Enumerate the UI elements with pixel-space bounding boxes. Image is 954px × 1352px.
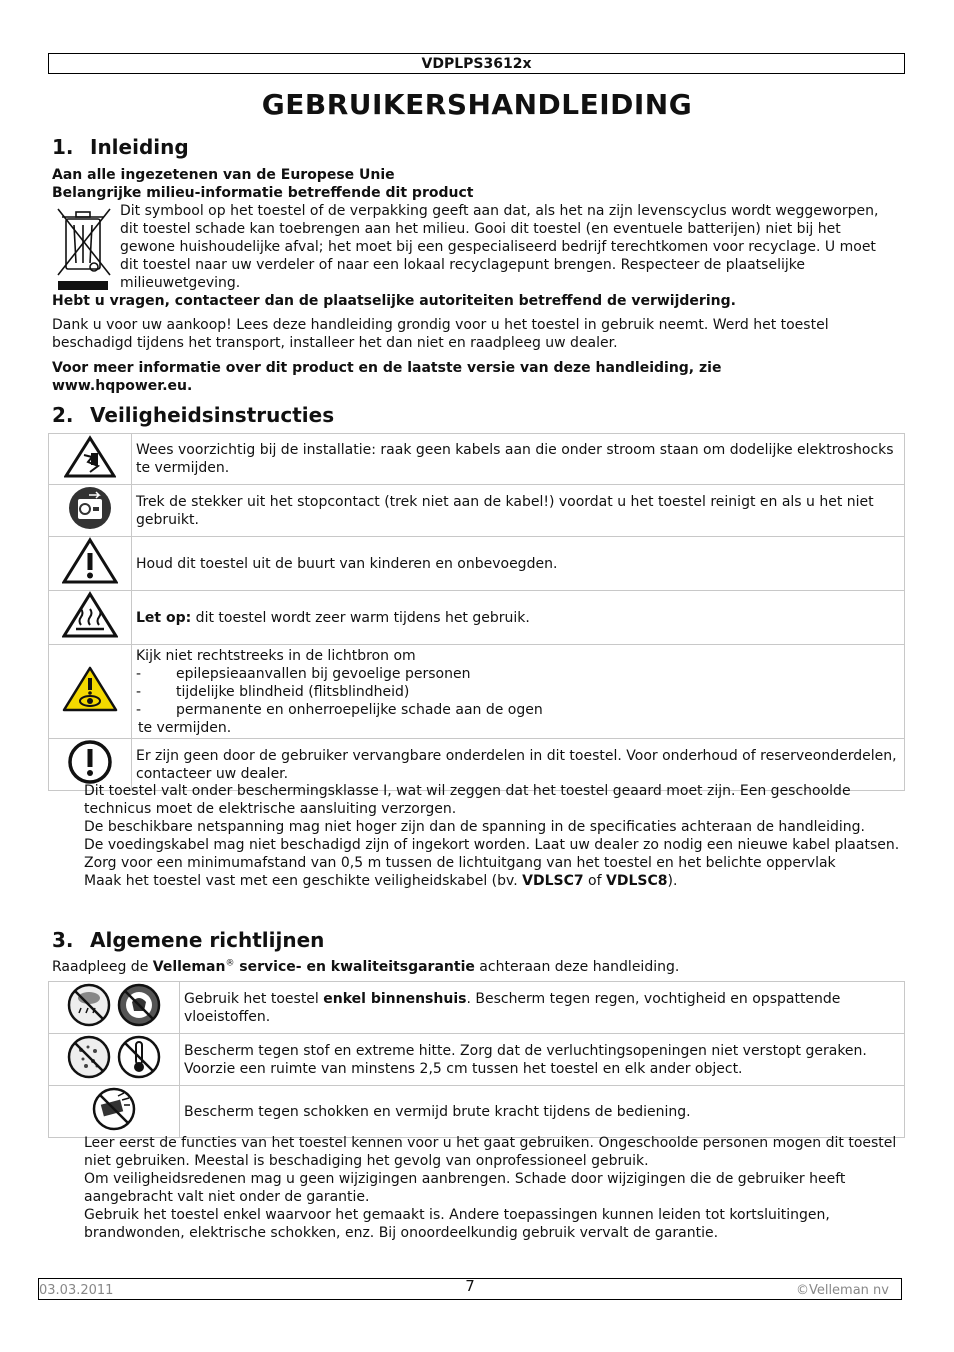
section-number: 2. — [52, 403, 74, 427]
section-number: 3. — [52, 928, 74, 952]
guideline-text: Bescherm tegen stof en extreme hitte. Zorg dat de verluchtingsopeningen niet verstopt geraken. Voorzie een ruimte van minstens 2,5 cm tussen het toestel en elk ander object. — [180, 1034, 905, 1086]
page-title: GEBRUIKERSHANDLEIDING — [261, 88, 693, 121]
safety-text — [132, 645, 905, 739]
weee-bin-icon — [54, 205, 114, 291]
safety-note: Dit toestel valt onder beschermingsklasse I, wat wil zeggen dat het toestel geaard moet zijn. Een geschoolde technicus moet de elektrische aansluiting verzorgen. — [84, 783, 851, 817]
guideline-text — [180, 982, 905, 1034]
eye-bullet: epilepsieaanvallen bij gevoelige personen — [176, 665, 471, 682]
safety-note: Zorg voor een minimumafstand van 0,5 m tussen de lichtuitgang van het toestel en het belichte oppervlak — [84, 855, 836, 871]
no-heat-icon — [116, 1034, 162, 1080]
model-vdlsc7: VDLSC7 — [522, 873, 584, 889]
brand-name: Velleman — [152, 959, 226, 975]
caution-text: dit toestel wordt zeer warm tijdens het gebruik. — [191, 609, 530, 626]
section-heading-inleiding — [52, 135, 189, 159]
general-note: Leer eerst de functies van het toestel kennen voor u het gaat gebruiken. Ongeschoolde personen mogen dit toestel niet gebruiken. Meestal is beschadiging het gevolg van onprofessioneel gebruik. — [84, 1135, 897, 1169]
guideline-row — [49, 1034, 905, 1086]
indoor-only: enkel binnenshuis — [323, 990, 467, 1007]
unplug-icon — [49, 485, 132, 537]
safety-text — [132, 591, 905, 645]
safety-text: Er zijn geen door de gebruiker vervangbare onderdelen in dit toestel. Voor onderhoud of reserveonderdelen, contacteer uw dealer. — [132, 739, 905, 791]
guideline-text-part: . Bescherm tegen regen, vochtigheid en opspattende vloeistoffen. — [184, 990, 841, 1025]
safety-text: Wees voorzichtig bij de installatie: raak geen kabels aan die onder stroom staan om dodelijke elektroshocks te vermijden. — [132, 434, 905, 485]
safety-table — [48, 433, 905, 791]
guideline-row — [49, 982, 905, 1034]
model-vdlsc8: VDLSC8 — [606, 873, 668, 889]
no-rain-icon — [66, 982, 112, 1028]
warranty-reference — [52, 958, 902, 976]
general-note: Om veiligheidsredenen mag u geen wijzigingen aanbrengen. Schade door wijzigingen die de gebruiker heeft aangebracht valt niet onder de garantie. — [84, 1171, 846, 1205]
guideline-row — [49, 1086, 905, 1138]
general-notes — [84, 1134, 902, 1242]
list-item: - permanente en onherroepelijke schade aan de ogen — [136, 701, 543, 718]
safety-row — [49, 591, 905, 645]
warranty-name: service- en kwaliteitsgarantie — [234, 959, 475, 975]
electric-shock-warning-icon — [49, 434, 132, 485]
disposal-questions: Hebt u vragen, contacteer dan de plaatselijke autoriteiten betreffend de verwijdering. — [52, 293, 736, 309]
intro-env-line: Belangrijke milieu-informatie betreffende dit product — [52, 185, 474, 201]
page-footer — [38, 1278, 902, 1300]
fix-text: of — [583, 873, 607, 889]
thanks-paragraph: Dank u voor uw aankoop! Lees deze handleiding grondig voor u het toestel in gebruik neemt. Werd het toestel beschadigd tijdens het transport, installeer het dan niet en raadpleeg uw dealer. — [52, 317, 829, 351]
intro-eu-line: Aan alle ingezetenen van de Europese Unie — [52, 167, 395, 183]
weee-paragraph: Dit symbool op het toestel of de verpakking geeft aan dat, als het na zijn levenscyclus wordt weggeworpen, dit toestel schade kan toebrengen aan het milieu. Gooi dit toestel (en eventuele batterijen) niet bij het gewone huishoudelijke afval; het moet bij een gespecialiseerd bedrijf terechtkomen voor recyclage. U moet dit toestel naar uw verdeler of naar een lokaal recyclagepunt brengen. Respecteer de plaatselijke milieuwetgeving. — [120, 203, 879, 291]
consult-text: Raadpleeg de — [52, 959, 153, 975]
eye-outro: te vermijden. — [138, 719, 232, 736]
list-item: - tijdelijke blindheid (flitsblindheid) — [136, 683, 410, 700]
consult-text: achteraan deze handleiding. — [474, 959, 680, 975]
guideline-text-part: Gebruik het toestel — [184, 990, 324, 1007]
guideline-text: Bescherm tegen schokken en vermijd brute kracht tijdens de bediening. — [180, 1086, 905, 1138]
eye-intro: Kijk niet rechtstreeks in de lichtbron om — [136, 647, 416, 664]
safety-row — [49, 537, 905, 591]
page-number: 7 — [465, 1277, 475, 1295]
fix-text: Maak het toestel vast met een geschikte veiligheidskabel (bv. — [84, 873, 523, 889]
no-dust-icon — [66, 1034, 112, 1080]
footer-date: 03.03.2011 — [39, 1283, 114, 1298]
registered-mark: ® — [225, 958, 235, 969]
footer-copyright: ©Velleman nv — [795, 1283, 889, 1298]
safety-note: De beschikbare netspanning mag niet hoger zijn dan de spanning in de specificaties achteraan de handleiding. — [84, 819, 865, 835]
safety-row — [49, 434, 905, 485]
general-note: Gebruik het toestel enkel waarvoor het gemaakt is. Andere toepassingen kunnen leiden tot kortsluitingen, brandwonden, elektrische schokken, enz. Bij onoordeelkundig gebruik vervalt de garantie. — [84, 1207, 830, 1241]
document-header-model: VDPLPS3612x — [48, 53, 905, 74]
no-moisture-icon — [116, 982, 162, 1028]
safety-note-fixing — [84, 872, 902, 890]
more-info-paragraph: Voor meer informatie over dit product en de laatste versie van deze handleiding, zie www.hqpower.eu. — [52, 360, 722, 394]
section-heading-veiligheid — [52, 403, 334, 427]
warning-triangle-icon — [49, 537, 132, 591]
section-title: Algemene richtlijnen — [90, 928, 325, 952]
guidelines-table — [48, 981, 905, 1138]
section-title: Veiligheidsinstructies — [90, 403, 335, 427]
eye-bullet: tijdelijke blindheid (flitsblindheid) — [176, 683, 410, 700]
safety-text: Trek de stekker uit het stopcontact (trek niet aan de kabel!) voordat u het toestel reinigt en als u het niet gebruikt. — [132, 485, 905, 537]
hot-surface-icon — [49, 591, 132, 645]
section-title: Inleiding — [90, 135, 189, 159]
safety-row — [49, 485, 905, 537]
safety-text: Houd dit toestel uit de buurt van kinderen en onbevoegden. — [132, 537, 905, 591]
caution-label: Let op: — [136, 609, 192, 626]
safety-notes — [84, 782, 902, 890]
section-number: 1. — [52, 135, 74, 159]
list-item: - epilepsieaanvallen bij gevoelige personen — [136, 665, 471, 682]
fix-text: ). — [667, 873, 678, 889]
safety-note: De voedingskabel mag niet beschadigd zijn of ingekort worden. Laat uw dealer zo nodig een nieuwe kabel plaatsen. — [84, 837, 900, 853]
safety-row — [49, 645, 905, 739]
eye-warning-icon — [49, 645, 132, 739]
no-shock-icon — [90, 1086, 138, 1132]
eye-bullet: permanente en onherroepelijke schade aan de ogen — [176, 701, 543, 718]
section-heading-algemeen — [52, 928, 324, 952]
